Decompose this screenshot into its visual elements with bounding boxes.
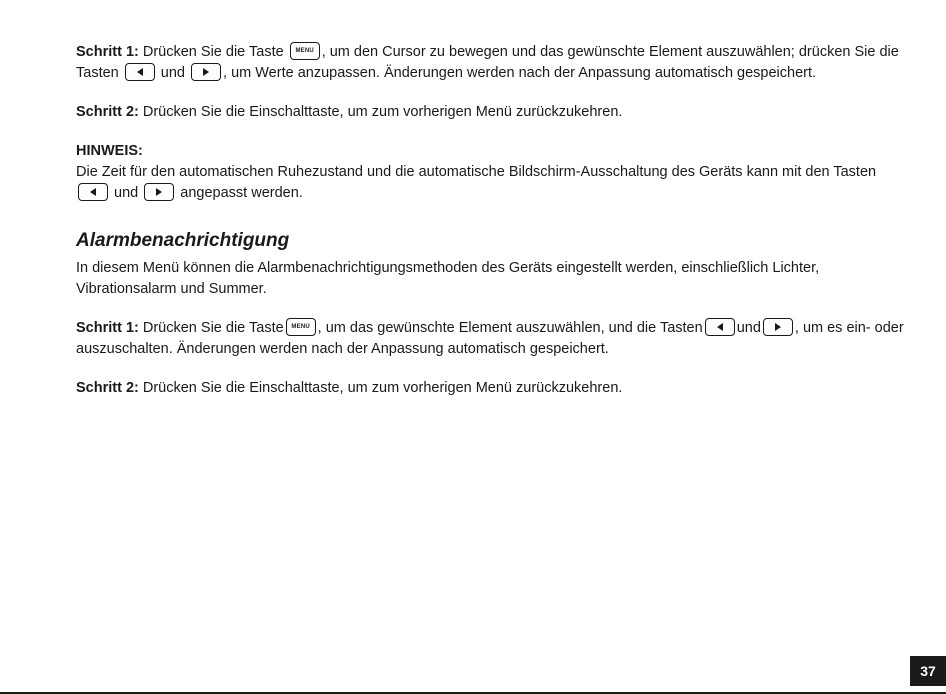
- step1-label: Schritt 1:: [76, 44, 139, 60]
- menu-key-icon: MENU: [286, 318, 316, 336]
- section-title: Alarmbenachrichtigung: [76, 230, 290, 251]
- alarm-step1-label: Schritt 1:: [76, 320, 139, 336]
- note-heading: [76, 141, 906, 162]
- page-number: 37: [910, 656, 946, 686]
- left-arrow-key-icon: [705, 318, 735, 336]
- alarm-step1-text-d: , um es ein- oder auszuschalten. Änderungen werden nach der Anpassung automatisch gespeichert.: [76, 320, 904, 357]
- note-paragraph: [76, 162, 906, 204]
- note-text-c: angepasst werden.: [180, 185, 303, 201]
- note-text-b: und: [114, 185, 139, 201]
- left-arrow-key-icon: [125, 63, 155, 81]
- step1-text-a: Drücken Sie die Taste: [142, 44, 284, 60]
- alarm-step2-text: Drücken Sie die Einschalttaste, um zum vorherigen Menü zurückzukehren.: [142, 380, 623, 396]
- alarm-step1-text-c: und: [736, 320, 761, 336]
- step2-paragraph: [76, 102, 906, 123]
- right-arrow-key-icon: [763, 318, 793, 336]
- step1-paragraph: [76, 42, 906, 84]
- right-arrow-key-icon: [144, 183, 174, 201]
- step1-text-b: , um den Cursor zu bewegen und das gewünschte Element auszuwählen; drücken Sie die Tasten: [76, 44, 899, 81]
- step2-label: Schritt 2:: [76, 104, 139, 120]
- page-content: [76, 42, 906, 399]
- alarm-step1-text-b: , um das gewünschte Element auszuwählen, und die Tasten: [317, 320, 703, 336]
- note-text-a: Die Zeit für den automatischen Ruhezustand und die automatische Bildschirm-Ausschaltung des Geräts kann mit den Tasten: [76, 164, 877, 180]
- step1-text-c: und: [160, 65, 185, 81]
- step2-text: Drücken Sie die Einschalttaste, um zum vorherigen Menü zurückzukehren.: [142, 104, 623, 120]
- section-intro: In diesem Menü können die Alarmbenachrichtigungsmethoden des Geräts eingestellt werden, einschließlich Lichter, Vibrationsalarm und Summer.: [76, 260, 820, 297]
- alarm-step1-paragraph: [76, 318, 906, 360]
- right-arrow-key-icon: [191, 63, 221, 81]
- menu-key-icon: MENU: [290, 42, 320, 60]
- step1-text-d: , um Werte anzupassen. Änderungen werden nach der Anpassung automatisch gespeichert.: [223, 65, 817, 81]
- alarm-step2-label: Schritt 2:: [76, 380, 139, 396]
- left-arrow-key-icon: [78, 183, 108, 201]
- alarm-step1-text-a: Drücken Sie die Taste: [142, 320, 284, 336]
- note-label: HINWEIS:: [76, 143, 143, 159]
- alarm-step2-paragraph: [76, 378, 906, 399]
